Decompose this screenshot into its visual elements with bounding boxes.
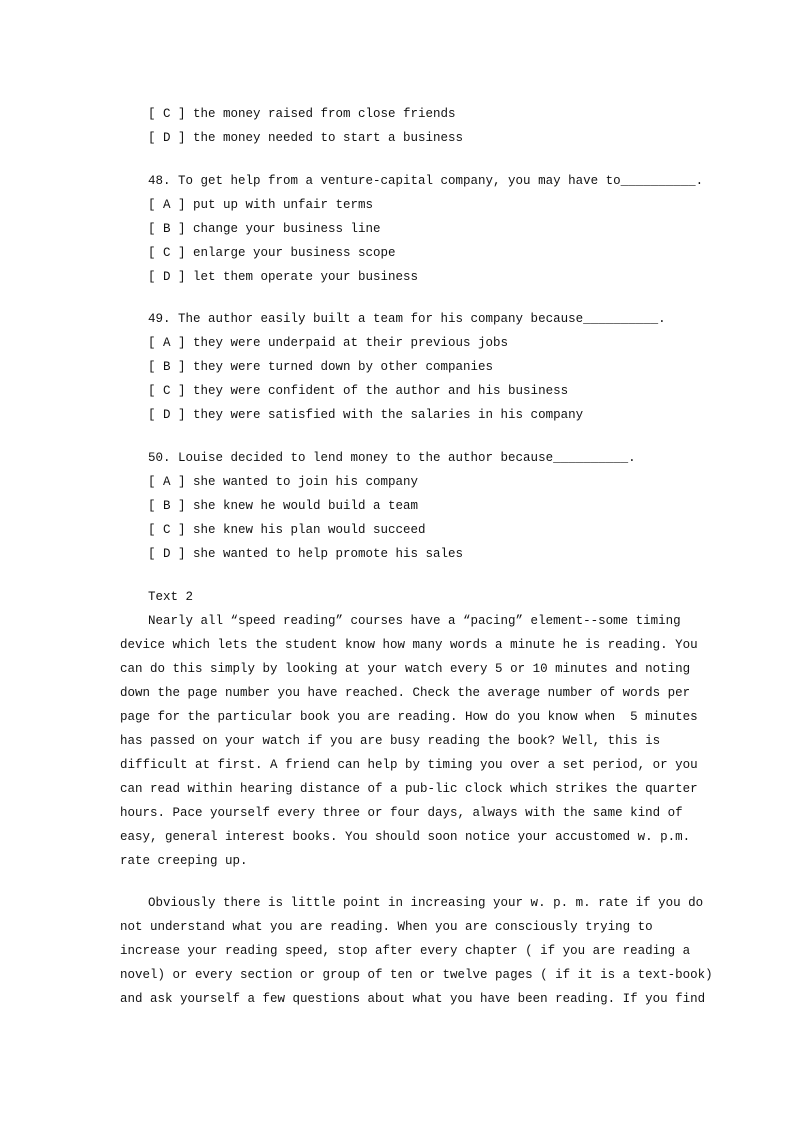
text2-para1-line: difficult at first. A friend can help by timing you over a set period, or you (120, 758, 698, 772)
q48-option-b: [ B ] change your business line (148, 222, 381, 236)
text2-para1-line: rate creeping up. (120, 854, 248, 868)
q49-option-c: [ C ] they were confident of the author and his business (148, 384, 569, 398)
q49-option-d: [ D ] they were satisfied with the salaries in his company (148, 408, 584, 422)
text2-para2-line: increase your reading speed, stop after every chapter ( if you are reading a (120, 944, 691, 958)
text2-para2-line: and ask yourself a few questions about what you have been reading. If you find (120, 992, 706, 1006)
text2-para1-line: can do this simply by looking at your watch every 5 or 10 minutes and noting (120, 662, 691, 676)
q50-stem: 50. Louise decided to lend money to the author because__________. (148, 451, 636, 465)
text2-para1-line: can read within hearing distance of a pub-lic clock which strikes the quarter (120, 782, 698, 796)
text2-para2-line: novel) or every section or group of ten or twelve pages ( if it is a text-book) (120, 968, 713, 982)
q49-option-a: [ A ] they were underpaid at their previous jobs (148, 336, 509, 350)
text2-para1-line: page for the particular book you are reading. How do you know when 5 minutes (120, 710, 698, 724)
q50-option-b: [ B ] she knew he would build a team (148, 499, 419, 513)
q50-option-c: [ C ] she knew his plan would succeed (148, 523, 426, 537)
q47-option-c: [ C ] the money raised from close friends (148, 107, 456, 121)
text2-para1-line: easy, general interest books. You should soon notice your accustomed w. p.m. (120, 830, 691, 844)
q50-option-d: [ D ] she wanted to help promote his sales (148, 547, 464, 561)
q48-option-a: [ A ] put up with unfair terms (148, 198, 374, 212)
text2-para1-line: Nearly all “speed reading” courses have a “pacing” element--some timing (148, 614, 681, 628)
q47-option-d: [ D ] the money needed to start a business (148, 131, 464, 145)
text2-para1-line: hours. Pace yourself every three or four days, always with the same kind of (120, 806, 683, 820)
text2-para1-line: down the page number you have reached. Check the average number of words per (120, 686, 691, 700)
text2-heading: Text 2 (148, 590, 194, 604)
q49-stem: 49. The author easily built a team for his company because__________. (148, 312, 666, 326)
q49-option-b: [ B ] they were turned down by other companies (148, 360, 494, 374)
text2-para2-line: not understand what you are reading. When you are consciously trying to (120, 920, 653, 934)
q48-option-c: [ C ] enlarge your business scope (148, 246, 396, 260)
q48-option-d: [ D ] let them operate your business (148, 270, 419, 284)
text2-para2-line: Obviously there is little point in increasing your w. p. m. rate if you do (148, 896, 704, 910)
q48-stem: 48. To get help from a venture-capital company, you may have to__________. (148, 174, 704, 188)
text2-para1-line: has passed on your watch if you are busy reading the book? Well, this is (120, 734, 661, 748)
text2-para1-line: device which lets the student know how many words a minute he is reading. You (120, 638, 698, 652)
q50-option-a: [ A ] she wanted to join his company (148, 475, 419, 489)
